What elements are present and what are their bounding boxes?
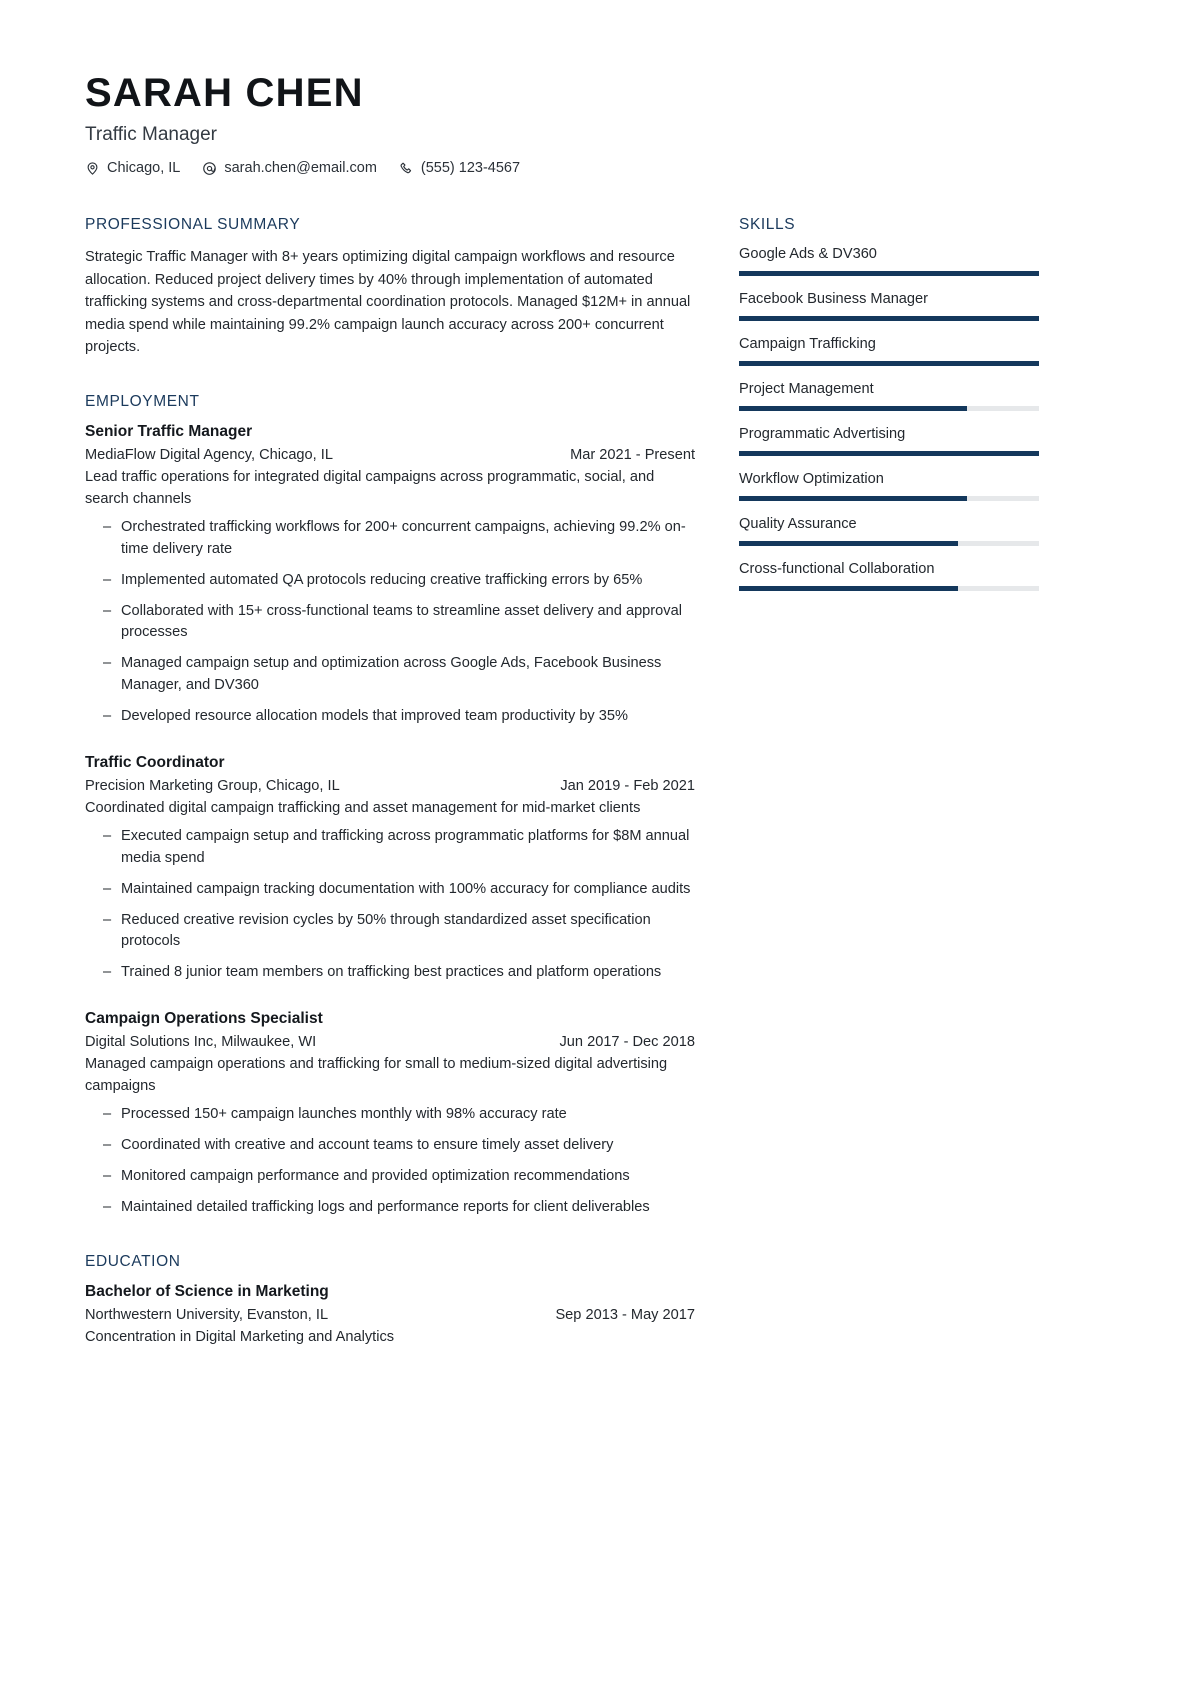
section-professional-summary: [85, 216, 695, 359]
contact-location: [85, 160, 180, 176]
employment-meta: [85, 1034, 695, 1050]
employment-bullet: – Coordinated with creative and account teams to ensure timely asset delivery: [103, 1135, 695, 1157]
employment-bullet: – Reduced creative revision cycles by 50% through standardized asset specification protocols: [103, 910, 695, 954]
skill-item: [739, 336, 1039, 366]
skills-heading: SKILLS: [739, 216, 796, 233]
skill-bar: [739, 451, 1039, 456]
section-employment: [85, 393, 695, 1218]
employment-bullet: – Processed 150+ campaign launches monthly with 98% accuracy rate: [103, 1104, 695, 1126]
employment-bullet: – Managed campaign setup and optimization across Google Ads, Facebook Business Manager, and DV360: [103, 653, 695, 697]
employment-description: Lead traffic operations for integrated digital campaigns across programmatic, social, and search channels: [85, 469, 655, 507]
employment-bullets: [85, 1104, 695, 1219]
employment-company: Digital Solutions Inc, Milwaukee, WI: [85, 1034, 317, 1051]
contact-email-text: sarah.chen@email.com: [224, 160, 377, 176]
contact-email[interactable]: [202, 160, 377, 176]
employment-bullet: – Trained 8 junior team members on trafficking best practices and platform operations: [103, 962, 695, 984]
skill-bar: [739, 586, 1039, 591]
skill-label: Facebook Business Manager: [739, 291, 929, 307]
skill-item: [739, 561, 1039, 591]
employment-entry: [85, 754, 695, 984]
skill-item: [739, 246, 1039, 276]
summary-text: Strategic Traffic Manager with 8+ years optimizing digital campaign workflows and resource allocation. Reduced project delivery times by 40% through implementation of automated trafficking systems and cross-departmental coordination protocols. Managed $12M+ in annual media spend while maintaining 99.2% campaign launch accuracy across 200+ concurrent projects.: [85, 249, 691, 356]
skill-label: Programmatic Advertising: [739, 426, 906, 442]
skill-item: [739, 291, 1039, 321]
employment-entry: [85, 1010, 695, 1218]
education-meta: [85, 1307, 695, 1323]
skill-bar: [739, 541, 1039, 546]
resume-body: [85, 216, 1115, 1382]
contact-row: [85, 160, 1115, 176]
skill-label: Quality Assurance: [739, 516, 857, 532]
employment-bullet: – Orchestrated trafficking workflows for 200+ concurrent campaigns, achieving 99.2% on-time delivery rate: [103, 517, 695, 561]
skill-bar-fill: [739, 496, 967, 501]
section-education: [85, 1253, 695, 1349]
education-heading: EDUCATION: [85, 1252, 181, 1270]
skill-label: Cross-functional Collaboration: [739, 561, 935, 577]
email-icon: [202, 161, 217, 176]
employment-bullets: [85, 517, 695, 728]
skill-bar: [739, 271, 1039, 276]
contact-phone-text: (555) 123-4567: [420, 160, 521, 176]
main-column: [85, 216, 695, 1382]
employment-bullet: – Maintained campaign tracking documentation with 100% accuracy for compliance audits: [103, 879, 695, 901]
education-degree: Bachelor of Science in Marketing: [85, 1282, 329, 1300]
contact-location-text: Chicago, IL: [107, 160, 181, 176]
skill-bar-fill: [739, 586, 958, 591]
skill-bar-fill: [739, 541, 958, 546]
employment-bullet: – Maintained detailed trafficking logs and performance reports for client deliverables: [103, 1197, 695, 1219]
employment-description: Managed campaign operations and trafficking for small to medium-sized digital advertising campaigns: [85, 1056, 668, 1095]
summary-heading: PROFESSIONAL SUMMARY: [85, 216, 301, 233]
employment-bullet: – Developed resource allocation models that improved team productivity by 35%: [103, 706, 695, 728]
employment-description: Coordinated digital campaign trafficking and asset management for mid-market clients: [85, 799, 641, 816]
employment-heading: EMPLOYMENT: [85, 393, 200, 411]
employment-meta: [85, 447, 695, 463]
location-pin-icon: [85, 161, 100, 176]
skill-bar: [739, 361, 1039, 366]
employment-dates: Jan 2019 - Feb 2021: [560, 777, 695, 794]
skill-bar: [739, 316, 1039, 321]
skill-label: Project Management: [739, 381, 874, 397]
skill-bar-fill: [739, 406, 967, 411]
skill-item: [739, 516, 1039, 546]
employment-bullet: – Monitored campaign performance and provided optimization recommendations: [103, 1166, 695, 1188]
skill-item: [739, 471, 1039, 501]
employment-dates: Mar 2021 - Present: [570, 447, 695, 464]
employment-title: Campaign Operations Specialist: [85, 1010, 323, 1028]
skill-label: Campaign Trafficking: [739, 336, 876, 352]
skill-item: [739, 381, 1039, 411]
skill-label: Google Ads & DV360: [739, 246, 877, 262]
full-name: SARAH CHEN: [85, 71, 364, 115]
skill-label: Workflow Optimization: [739, 471, 884, 487]
education-detail: Concentration in Digital Marketing and Analytics: [85, 1328, 395, 1345]
skill-bar-fill: [739, 316, 1039, 321]
skill-bar-fill: [739, 271, 1039, 276]
skill-item: [739, 426, 1039, 456]
skill-bar: [739, 496, 1039, 501]
section-skills: [739, 216, 1039, 591]
employment-bullets: [85, 826, 695, 984]
employment-meta: [85, 778, 695, 794]
employment-company: Precision Marketing Group, Chicago, IL: [85, 777, 340, 794]
education-entry: [85, 1283, 695, 1349]
employment-dates: Jun 2017 - Dec 2018: [559, 1034, 695, 1051]
job-title-headline: Traffic Manager: [85, 124, 217, 145]
employment-bullet: – Implemented automated QA protocols reducing creative trafficking errors by 65%: [103, 570, 695, 592]
skill-bar-fill: [739, 361, 1039, 366]
phone-icon: [399, 161, 414, 176]
employment-title: Traffic Coordinator: [85, 753, 225, 771]
education-dates: Sep 2013 - May 2017: [555, 1306, 695, 1323]
employment-bullet: – Executed campaign setup and trafficking across programmatic platforms for $8M annual media spend: [103, 826, 695, 870]
employment-company: MediaFlow Digital Agency, Chicago, IL: [85, 447, 333, 464]
employment-entry: [85, 423, 695, 728]
education-school: Northwestern University, Evanston, IL: [85, 1306, 329, 1323]
side-column: [739, 216, 1039, 625]
employment-title: Senior Traffic Manager: [85, 423, 253, 441]
skill-bar: [739, 406, 1039, 411]
skill-bar-fill: [739, 451, 1039, 456]
resume-header: [85, 70, 1115, 176]
employment-bullet: – Collaborated with 15+ cross-functional teams to streamline asset delivery and approval processes: [103, 601, 695, 645]
contact-phone[interactable]: [399, 160, 520, 176]
